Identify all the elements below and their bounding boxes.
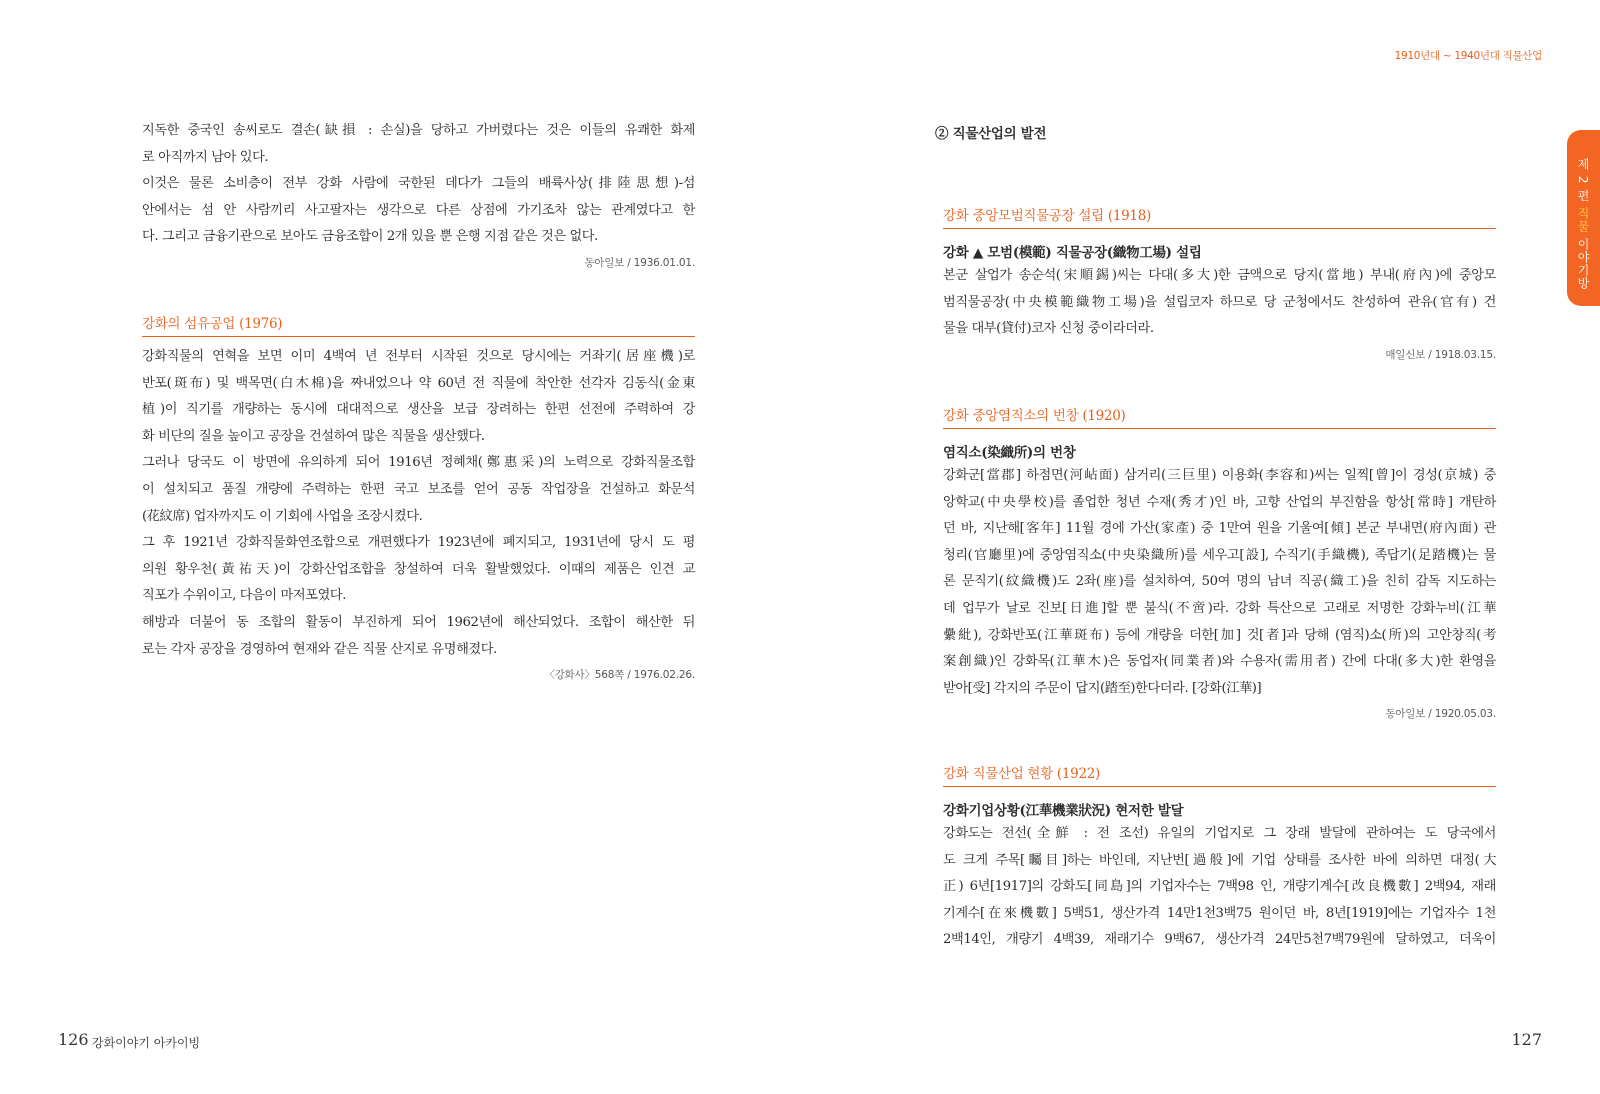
section-fiber-industry bbox=[142, 312, 695, 337]
text-line: 강화직물의 연혁을 보면 이미 4백여 년 전부터 시작된 것으로 당시에는 거좌기(居座機)로 bbox=[142, 349, 695, 364]
article-title: 강화 ▲ 모범(模範) 직물공장(織物工場) 설립 bbox=[943, 245, 1202, 261]
text-line: 이 설치되고 품질 개량에 주력하는 한편 국고 보조를 얻어 공동 작업장을 건설하고 화문석 bbox=[142, 481, 695, 497]
article-text bbox=[943, 263, 1496, 343]
intro-text bbox=[142, 118, 695, 251]
text-line: 받아[受] 각지의 주문이 답지(踏至)한다더라. [강화(江華)] bbox=[943, 680, 1262, 696]
article-1920 bbox=[943, 441, 1496, 721]
article-text bbox=[943, 821, 1496, 954]
text-line: 강화군[當郡] 하점면(河岾面) 삼거리(三巨里) 이용화(李容和)씨는 일찍[曾]이 경성(京城) 중 bbox=[943, 468, 1496, 483]
text-line: 纍紕), 강화반포(江華斑布) 등에 개량을 더한[加] 것[者]과 당해 (염직)소(所)의 고안창직(考 bbox=[943, 627, 1496, 643]
section-heading: 강화 직물산업 현황 (1922) bbox=[943, 762, 1496, 787]
article-text bbox=[142, 344, 695, 663]
text-line: (花紋席) 업자까지도 이 기회에 사업을 조장시켰다. bbox=[142, 508, 423, 524]
text-line: 반포(斑布) 및 백목면(白木棉)을 짜내었으나 약 60년 전 직물에 착안한 선각자 김동식(金東 bbox=[142, 375, 695, 391]
side-tab-label: 제 2 편 직물 이야기방 bbox=[1576, 158, 1590, 290]
book-title: 강화이야기 아카이빙 bbox=[92, 1036, 201, 1050]
text-line: 물을 대부(貸付)코자 신청 중이라더라. bbox=[943, 321, 1154, 337]
text-line: 직포가 수위이고, 다음이 마저포였다. bbox=[142, 588, 347, 604]
article-1918 bbox=[943, 241, 1496, 362]
intro-paragraph bbox=[142, 118, 695, 270]
text-line: 해방과 더불어 동 조합의 활동이 부진하게 되어 1962년에 해산되었다. 조합이 해산한 뒤 bbox=[142, 614, 695, 630]
fiber-industry-body bbox=[142, 344, 695, 682]
text-line: 안에서는 섬 안 사람끼리 사고팔자는 생각으로 다른 상점에 가기조차 않는 관계였다고 한 bbox=[142, 202, 695, 218]
text-line: 로는 각자 공장을 경영하여 현재와 같은 직물 산지로 유명해졌다. bbox=[142, 641, 497, 657]
text-line: 강화도는 전선(全鮮 : 전 조선) 유일의 기업지로 그 장래 발달에 관하여는 도 당국에서 bbox=[943, 826, 1496, 841]
text-line: 지독한 중국인 송씨로도 결손(缺損 : 손실)을 당하고 가버렸다는 것은 이들의 유쾌한 화제 bbox=[142, 123, 695, 138]
text-line: 론 문직기(紋織機)도 2좌(座)를 설치하여, 50여 명의 남녀 직공(織工)을 친히 감독 지도하는 bbox=[943, 574, 1496, 590]
text-line: 본군 살업가 송순석(宋順錫)씨는 다대(多大)한 금액으로 당지(當地) 부내(府內)에 중앙모 bbox=[943, 268, 1496, 283]
text-line: 도 크게 주목[矚目]하는 바인데, 지난번[過般]에 기업 상태를 조사한 바에 의하면 대정(大 bbox=[943, 852, 1496, 868]
section-heading: 강화 중앙염직소의 번창 (1920) bbox=[943, 404, 1496, 429]
text-line: 이것은 물론 소비층이 전부 강화 사람에 국한된 데다가 그들의 배륙사상(排陸思想)-섬 bbox=[142, 176, 695, 192]
chapter-side-tab bbox=[1567, 130, 1600, 306]
source-citation: 동아일보 / 1920.05.03. bbox=[1385, 708, 1496, 721]
page-number: 127 bbox=[1511, 1030, 1542, 1049]
text-line: 로 아직까지 남아 있다. bbox=[142, 149, 269, 165]
section-1922 bbox=[943, 762, 1496, 787]
page-number: 126 bbox=[58, 1030, 89, 1049]
section-heading: 강화 중앙모범직물공장 설립 (1918) bbox=[943, 204, 1496, 229]
text-line: 데 업무가 날로 진보[日進]할 뿐 불식(不啻)라. 강화 특산으로 고래로 저명한 강화누비(江華 bbox=[943, 600, 1496, 616]
text-line: 다. 그리고 금융기관으로 보아도 금융조합이 2개 있을 뿐 은행 지점 같은 것은 없다. bbox=[142, 229, 598, 245]
section-heading: 강화의 섬유공업 (1976) bbox=[142, 312, 695, 337]
text-line: 화 비단의 질을 높이고 공장을 건설하여 많은 직물을 생산했다. bbox=[142, 428, 485, 444]
text-line: 그 후 1921년 강화직물화연조합으로 개편했다가 1923년에 폐지되고, 1931년에 당시 도 평 bbox=[142, 535, 695, 551]
text-line: 기계수[在來機數] 5백51, 생산가격 14만1천3백75 원이던 바, 8년[1919]에는 기업자수 1천 bbox=[943, 905, 1496, 921]
text-line: 正) 6년[1917]의 강화도[同島]의 기업자수는 7백98 인, 개량기계수[改良機數] 2백94, 재래 bbox=[943, 879, 1496, 895]
text-line: 그러나 당국도 이 방면에 유의하게 되어 1916년 정혜채(鄭惠采)의 노력으로 강화직물조합 bbox=[142, 455, 695, 471]
text-line: 청리(官廳里)에 중앙염직소(中央染織所)를 세우고[設], 수직기(手織機), 족답기(足踏機)는 물 bbox=[943, 547, 1496, 563]
text-line: 案創織)인 강화목(江華木)은 동업자(同業者)와 수용자(需用者) 간에 다대(多大)한 환영을 bbox=[943, 654, 1496, 670]
article-text bbox=[943, 463, 1496, 702]
section-1920 bbox=[943, 404, 1496, 429]
source-citation: 동아일보 / 1936.01.01. bbox=[584, 256, 695, 269]
article-1922 bbox=[943, 799, 1496, 954]
right-page bbox=[800, 0, 1600, 1094]
text-line: 의원 황우천(黃祐天)이 강화산업조합을 창설하여 더욱 활발했었다. 이때의 제품은 인견 교 bbox=[142, 561, 695, 577]
source-citation: 〈강화사〉568쪽 / 1976.02.26. bbox=[544, 669, 695, 682]
source-citation: 매일신보 / 1918.03.15. bbox=[1385, 348, 1496, 361]
text-line: 던 바, 지난해[客年] 11월 경에 가산(家產) 중 1만여 원을 기울여[傾] 본군 부내면(府內面) 관 bbox=[943, 521, 1496, 537]
article-title: 염직소(染織所)의 번창 bbox=[943, 445, 1076, 461]
subsection-title: ② 직물산업의 발전 bbox=[935, 126, 1047, 142]
text-line: 앙학교(中央學校)를 졸업한 청년 수재(秀才)인 바, 고향 산업의 부진함을 항상[常時] 개탄하 bbox=[943, 494, 1496, 510]
text-line: 2백14인, 개량기 4백39, 재래기수 9백67, 생산가격 24만5천7백79원에 달하였고, 더욱이 bbox=[943, 932, 1496, 948]
section-1918 bbox=[943, 204, 1496, 229]
text-line: 植)이 직기를 개량하는 동시에 대대적으로 생산을 보급 장려하는 한편 선전에 주력하여 강 bbox=[142, 402, 695, 418]
article-title: 강화기업상황(江華機業狀況) 현저한 발달 bbox=[943, 803, 1184, 819]
text-line: 범직물공장(中央模範織物工場)을 설립코자 하므로 당 군청에서도 찬성하여 관유(官有) 건 bbox=[943, 294, 1496, 310]
running-head: 1910년대 ~ 1940년대 직물산업 bbox=[1394, 50, 1542, 62]
